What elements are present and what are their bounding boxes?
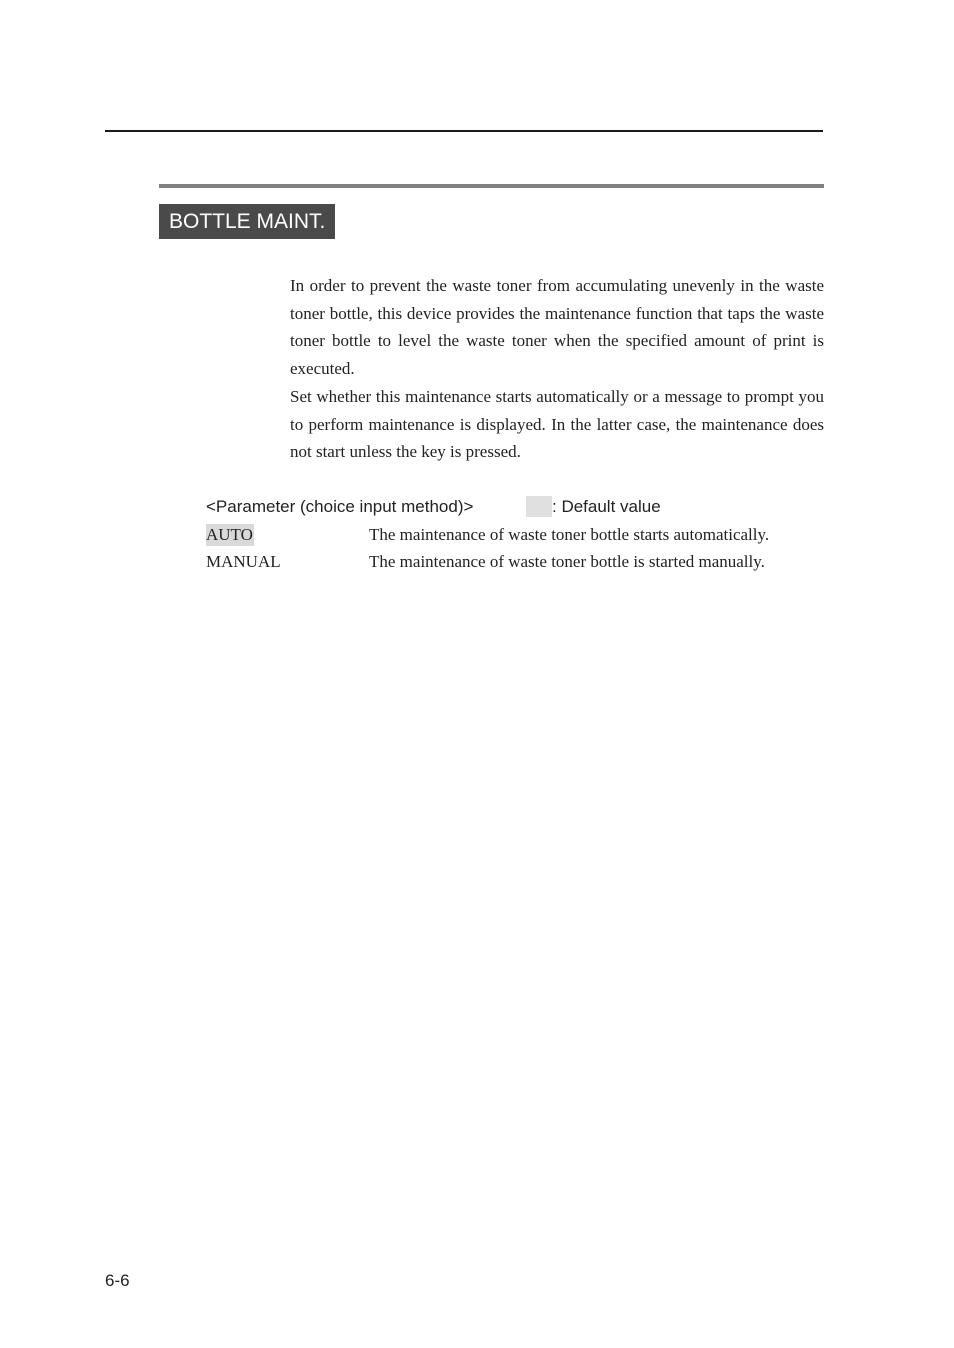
parameter-header	[206, 496, 826, 518]
paragraph-intro: In order to prevent the waste toner from accumulating unevenly in the waste toner bottle, this device provides the maintenance function that taps the waste toner bottle to level the waste toner when the specified amount of print is executed.	[290, 276, 824, 379]
default-value-swatch	[526, 496, 552, 517]
parameter-description: The maintenance of waste toner bottle starts automatically.	[369, 525, 770, 544]
parameter-header-label: <Parameter (choice input method)>	[206, 497, 474, 516]
body-text	[290, 272, 824, 466]
page-number: 6-6	[105, 1271, 130, 1290]
parameter-name: AUTO	[206, 525, 253, 544]
default-value-legend: : Default value	[552, 497, 661, 516]
header-rule	[105, 130, 823, 132]
section-rule	[159, 184, 824, 188]
section-title: BOTTLE MAINT.	[159, 204, 335, 239]
parameter-name: MANUAL	[206, 552, 281, 571]
paragraph-setting: Set whether this maintenance starts automatically or a message to prompt you to perform maintenance is displayed. In the latter case, the maintenance does not start unless the key is pressed.	[290, 386, 824, 462]
parameter-description: The maintenance of waste toner bottle is started manually.	[369, 552, 765, 571]
